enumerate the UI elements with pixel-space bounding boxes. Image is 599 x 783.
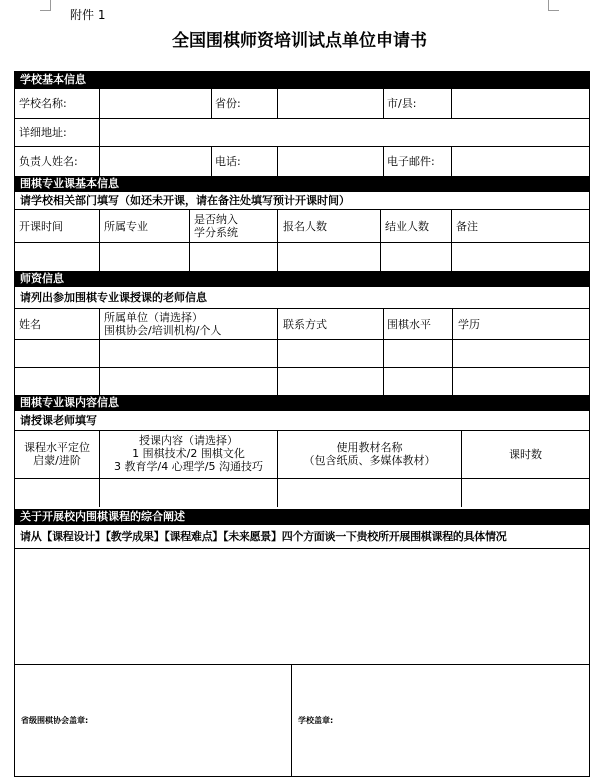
school-name-label: 学校名称: — [19, 97, 67, 110]
course-col-graduated: 结业人数 — [385, 220, 429, 233]
course-col-credit-system: 是否纳入 学分系统 — [194, 213, 238, 239]
email-field[interactable] — [452, 147, 588, 176]
teacher-data-row[interactable] — [15, 368, 589, 395]
section-header-teacher: 师资信息 — [15, 271, 589, 287]
province-label: 省份: — [215, 97, 241, 110]
school-name-field[interactable] — [100, 89, 210, 118]
course-col-start-time: 开课时间 — [19, 220, 63, 233]
teacher-col-contact: 联系方式 — [283, 318, 327, 331]
content-col-topics: 授课内容（请选择） 1 围棋技术/2 围棋文化 3 教育学/4 心理学/5 沟通技巧 — [114, 434, 263, 473]
summary-text-area[interactable] — [15, 550, 589, 664]
course-instruction: 请学校相关部门填写（如还未开课，请在备注处填写预计开课时间） — [15, 192, 589, 210]
course-col-enrolled: 报名人数 — [283, 220, 327, 233]
teacher-col-name: 姓名 — [19, 318, 41, 331]
attachment-label: 附件 1 — [70, 8, 106, 22]
section-header-summary: 关于开展校内围棋课程的综合阐述 — [15, 509, 589, 525]
phone-field[interactable] — [278, 147, 382, 176]
crop-mark-left — [40, 0, 51, 11]
school-seal-label: 学校盖章: — [298, 716, 334, 725]
teacher-instruction: 请列出参加围棋专业课授课的老师信息 — [15, 287, 589, 309]
phone-label: 电话: — [215, 155, 241, 168]
content-col-level: 课程水平定位 启蒙/进阶 — [24, 441, 90, 467]
section-header-content: 围棋专业课内容信息 — [15, 395, 589, 411]
teacher-col-go-level: 围棋水平 — [387, 318, 431, 331]
principal-label: 负责人姓名: — [19, 155, 78, 168]
crop-mark-right — [548, 0, 559, 11]
application-form — [14, 71, 590, 777]
course-col-remarks: 备注 — [456, 220, 478, 233]
teacher-col-affiliation: 所属单位（请选择） 围棋协会/培训机构/个人 — [104, 311, 222, 337]
teacher-col-education: 学历 — [458, 318, 480, 331]
address-label: 详细地址: — [19, 126, 67, 139]
provincial-seal-label: 省级围棋协会盖章: — [21, 716, 89, 725]
content-col-materials: 使用教材名称 （包含纸质、多媒体教材） — [303, 441, 436, 467]
content-data-row[interactable] — [15, 479, 589, 507]
course-col-major: 所属专业 — [104, 220, 148, 233]
section-header-school: 学校基本信息 — [15, 72, 589, 88]
principal-field[interactable] — [100, 147, 210, 176]
summary-instruction: 请从【课程设计】【教学成果】【课程难点】【未来愿景】四个方面谈一下贵校所开展围棋课程的具体情况 — [15, 525, 589, 549]
city-label: 市/县: — [387, 97, 417, 110]
teacher-data-row[interactable] — [15, 340, 589, 367]
page-title: 全国围棋师资培训试点单位申请书 — [172, 31, 427, 51]
province-field[interactable] — [278, 89, 382, 118]
address-field[interactable] — [100, 119, 588, 146]
email-label: 电子邮件: — [387, 155, 435, 168]
school-seal-area[interactable] — [292, 665, 589, 776]
course-data-row[interactable] — [15, 243, 589, 271]
city-field[interactable] — [452, 89, 588, 118]
section-header-course: 围棋专业课基本信息 — [15, 176, 589, 192]
content-instruction: 请授课老师填写 — [15, 411, 589, 431]
content-col-hours: 课时数 — [509, 448, 542, 461]
